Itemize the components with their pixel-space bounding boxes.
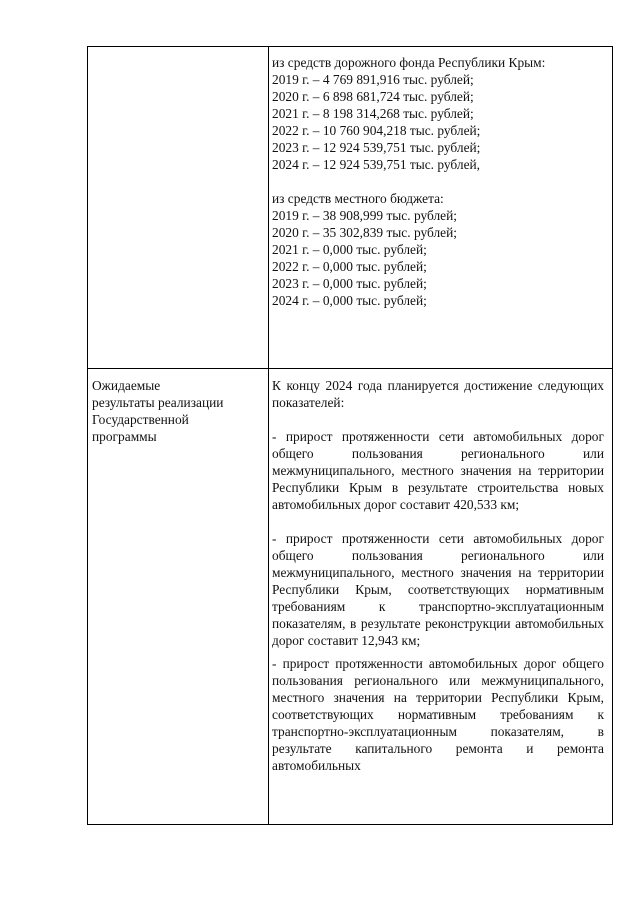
expected-results-label	[92, 377, 262, 445]
row-divider	[88, 368, 612, 369]
result-paragraph: - прирост протяженности сети автомобильных дорог общего пользования регионального или межмуниципального, местного значения на территории Республики Крым, соответствующих нормативным требованиям к транспортно-эксплуатационным показателям, в результате реконструкции автомобильных дорог составит 12,943 км;	[272, 531, 604, 648]
road-fund-line: 2019 г. – 4 769 891,916 тыс. рублей;	[272, 72, 474, 87]
result-paragraph: - прирост протяженности автомобильных дорог общего пользования регионального или межмуниципального, местного значения на территории Республики Крым, соответствующих нормативным требованиям к транспортно-эксплуатационным показателям, в результате капитального ремонта и ремонта автомобильных	[272, 656, 604, 773]
column-divider	[268, 47, 269, 824]
program-table	[87, 46, 613, 825]
label-line: Государственной	[92, 412, 189, 427]
local-budget-line: 2024 г. – 0,000 тыс. рублей;	[272, 293, 427, 308]
road-fund-line: 2022 г. – 10 760 904,218 тыс. рублей;	[272, 123, 481, 138]
local-budget-line: 2019 г. – 38 908,999 тыс. рублей;	[272, 208, 457, 223]
local-budget-line: 2023 г. – 0,000 тыс. рублей;	[272, 276, 427, 291]
local-budget-heading: из средств местного бюджета:	[272, 191, 444, 206]
label-line: результаты реализации	[92, 395, 224, 410]
road-fund-line: 2024 г. – 12 924 539,751 тыс. рублей,	[272, 157, 481, 172]
expected-results-cell	[272, 377, 604, 774]
spacer	[272, 173, 604, 190]
intro-paragraph: К концу 2024 года планируется достижение следующих показателей:	[272, 378, 604, 410]
spacer	[272, 513, 604, 530]
financing-cell	[272, 54, 604, 309]
result-paragraph: - прирост протяженности сети автомобильных дорог общего пользования регионального или межмуниципального, местного значения на территории Республики Крым в результате строительства новых автомобильных дорог составит 420,533 км;	[272, 429, 604, 512]
label-line: программы	[92, 429, 157, 444]
spacer	[272, 411, 604, 428]
local-budget-line: 2020 г. – 35 302,839 тыс. рублей;	[272, 225, 457, 240]
road-fund-line: 2023 г. – 12 924 539,751 тыс. рублей;	[272, 140, 481, 155]
local-budget-line: 2021 г. – 0,000 тыс. рублей;	[272, 242, 427, 257]
road-fund-line: 2021 г. – 8 198 314,268 тыс. рублей;	[272, 106, 474, 121]
local-budget-line: 2022 г. – 0,000 тыс. рублей;	[272, 259, 427, 274]
label-line: Ожидаемые	[92, 378, 161, 393]
road-fund-line: 2020 г. – 6 898 681,724 тыс. рублей;	[272, 89, 474, 104]
road-fund-heading: из средств дорожного фонда Республики Крым:	[272, 55, 546, 70]
